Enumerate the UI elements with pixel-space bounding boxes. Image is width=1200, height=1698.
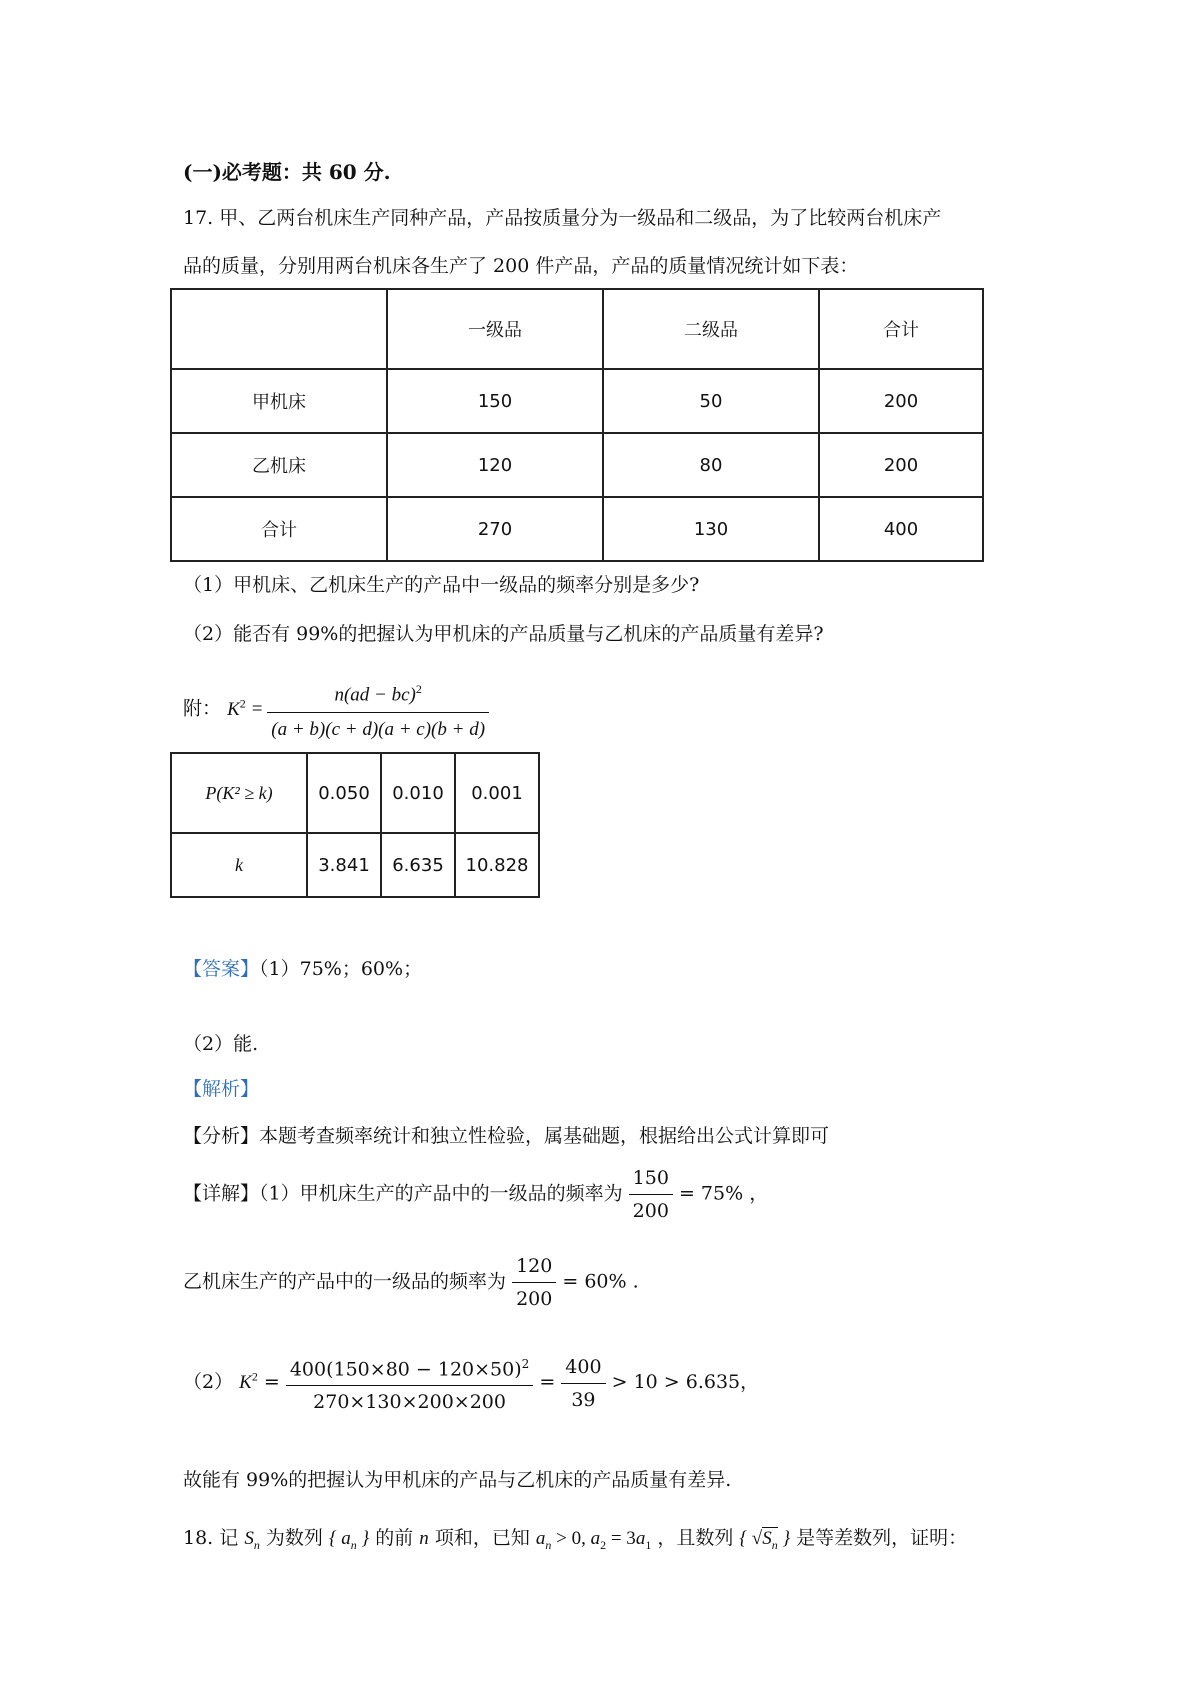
detail-2-result: = 60% . <box>562 1270 639 1293</box>
q17-number: 17. <box>183 207 214 229</box>
table-cell: 400 <box>819 497 983 561</box>
table-row <box>171 433 983 497</box>
table-header-cell: 二级品 <box>603 289 819 369</box>
critical-value-table <box>170 752 540 898</box>
q18-text: 的前 <box>375 1527 414 1549</box>
row-label: 甲机床 <box>171 369 387 433</box>
table-cell: 270 <box>387 497 603 561</box>
answer-1: （1）75%；60%； <box>259 958 423 980</box>
formula-numerator: n(ad − bc) <box>334 684 416 706</box>
analysis-tag: 【解析】 <box>183 1078 260 1100</box>
detail-line-1 <box>183 1162 768 1227</box>
s-n: $S_n$ <box>244 1528 260 1552</box>
sequence-a-n: { $a_n$ } <box>328 1528 370 1552</box>
formula-lhs: $K^2$ <box>227 696 246 720</box>
table-cell: 50 <box>603 369 819 433</box>
q18-number: 18. <box>183 1527 214 1549</box>
q17-sub1: （1）甲机床、乙机床生产的产品中一级品的频率分别是多少? <box>183 574 700 596</box>
table-row <box>171 833 539 897</box>
detail-3-result: > 10 > 6.635， <box>611 1371 760 1394</box>
table-cell: 80 <box>603 433 819 497</box>
fraction-120-200: $\frac{120}{200}$ <box>512 1250 556 1315</box>
q18-text: ，且数列 <box>657 1527 734 1549</box>
fenxi-line <box>183 1122 829 1150</box>
n-var: n <box>419 1528 429 1549</box>
table-row <box>171 753 539 833</box>
table-cell: 120 <box>387 433 603 497</box>
quality-table <box>170 288 984 562</box>
q18-text: 为数列 <box>265 1527 323 1549</box>
k-squared: $K^2$ <box>239 1369 258 1394</box>
answer-tag: 【答案】 <box>183 958 260 980</box>
table-header-cell: 合计 <box>819 289 983 369</box>
detail-2-text: 乙机床生产的产品中的一级品的频率为 <box>183 1270 507 1293</box>
table-cell: 0.010 <box>381 753 455 833</box>
equals-sign: = <box>251 698 268 720</box>
table-header-cell <box>171 289 387 369</box>
detail-1-result: = 75% ， <box>678 1182 769 1205</box>
row-label: k <box>171 833 307 897</box>
section-heading: (一)必考题：共 60 分. <box>183 160 391 184</box>
answer-line-2: （2）能. <box>183 1033 259 1055</box>
table-cell: 200 <box>819 369 983 433</box>
table-cell: 0.050 <box>307 753 381 833</box>
appendix-label: 附： <box>183 697 222 720</box>
fenxi-text: 本题考查频率统计和独立性检验，属基础题，根据给出公式计算即可 <box>259 1125 830 1147</box>
detail-3-prefix: （2） <box>183 1371 234 1394</box>
detail-1-text: （1）甲机床生产的产品中的一级品的频率为 <box>259 1182 623 1205</box>
q18-text: 是等差数列，证明： <box>796 1527 968 1549</box>
table-cell: 150 <box>387 369 603 433</box>
table-row <box>171 497 983 561</box>
sqrt-s-n: { $√S_n$ } <box>739 1528 791 1552</box>
formula-denominator: (a + b)(c + d)(a + c)(b + d) <box>271 719 486 741</box>
detail-line-2 <box>183 1250 639 1315</box>
q18-text: 项和，已知 <box>434 1527 530 1549</box>
xiangjie-tag: 【详解】 <box>183 1182 260 1205</box>
table-cell: 6.635 <box>381 833 455 897</box>
detail-line-3: （2） $K^2$ = $\frac{400(150\times 80 - 120\times 50)^2}{270\times 130\times 200\times 200}$ = $\frac{400}{39}$ > 10 > 6.635， <box>183 1348 759 1418</box>
row-label: 合计 <box>171 497 387 561</box>
table-cell: 10.828 <box>455 833 539 897</box>
conclusion: 故能有 99%的把握认为甲机床的产品与乙机床的产品质量有差异. <box>183 1469 732 1491</box>
table-cell: 130 <box>603 497 819 561</box>
row-label: 乙机床 <box>171 433 387 497</box>
table-cell: 0.001 <box>455 753 539 833</box>
q17-stem-line2: 品的质量，分别用两台机床各生产了 200 件产品，产品的质量情况统计如下表： <box>183 255 859 277</box>
q18-stem <box>183 1524 967 1559</box>
k-squared-fraction: $\frac{400(150\times 80 - 120\times 50)^2}{270\times 130\times 200\times 200}$ <box>286 1348 533 1418</box>
q17-sub2: （2）能否有 99%的把握认为甲机床的产品质量与乙机床的产品质量有差异? <box>183 623 824 645</box>
fraction-400-39: $\frac{400}{39}$ <box>561 1351 605 1416</box>
formula-fraction: $\frac{n(ad - bc)^2}{(a + b)(c + d)(a + c)(b + d)}$ <box>267 672 489 747</box>
table-header-cell: 一级品 <box>387 289 603 369</box>
q17-stem-line1 <box>183 204 941 232</box>
table-cell: 200 <box>819 433 983 497</box>
table-row <box>171 369 983 433</box>
appendix-formula <box>183 672 489 747</box>
condition: $a_n > 0$, $a_2 = 3a_1$ <box>535 1528 652 1552</box>
row-label: P(K² ≥ k) <box>171 753 307 833</box>
q18-text: 记 <box>219 1527 239 1549</box>
answer-line <box>183 955 422 983</box>
q17-stem-1: 甲、乙两台机床生产同种产品，产品按质量分为一级品和二级品，为了比较两台机床产 <box>219 207 942 229</box>
fraction-150-200: $\frac{150}{200}$ <box>629 1162 673 1227</box>
fenxi-tag: 【分析】 <box>183 1125 260 1147</box>
table-cell: 3.841 <box>307 833 381 897</box>
